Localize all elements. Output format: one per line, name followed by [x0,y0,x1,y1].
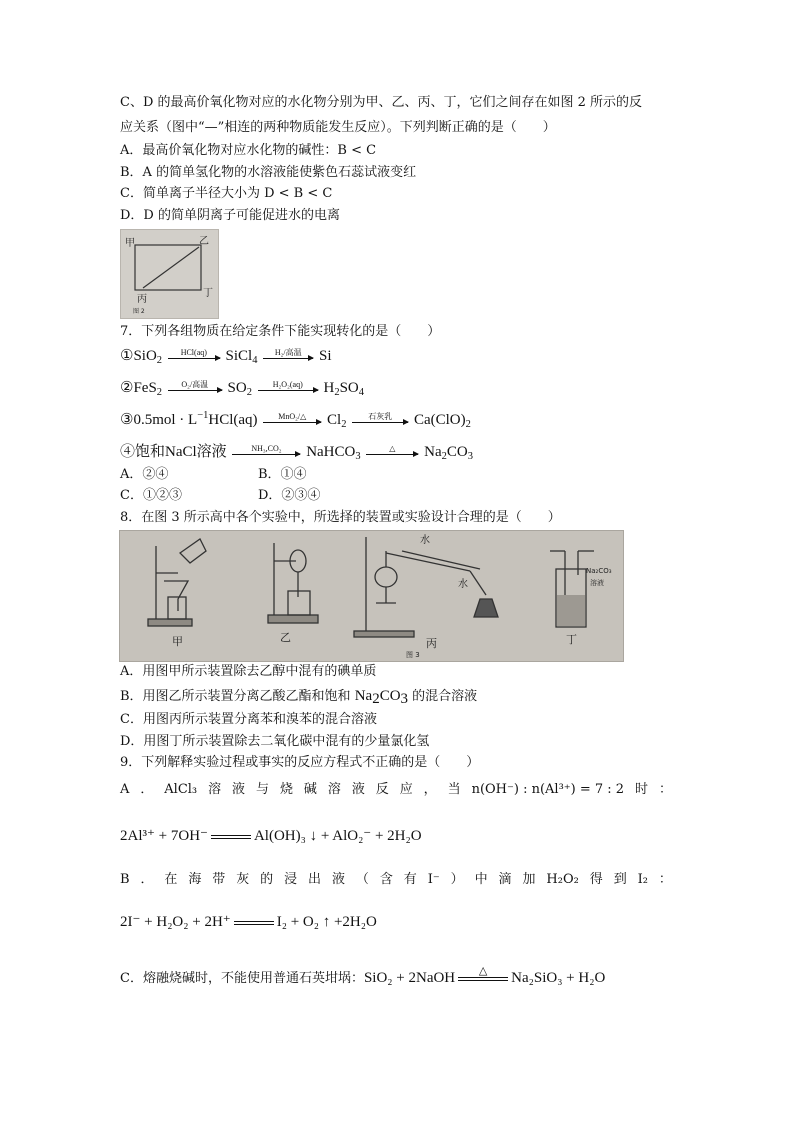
q7-row-4-intermediate: NaHCO [306,444,356,460]
q7-row-1-arrow-1 [168,347,220,359]
q6-intro-line-2: 应关系（图中“—”相连的两种物质能发生反应）。下列判断正确的是（ ） [120,120,556,135]
q9-option-b-token: 含 [379,872,393,887]
q7-options-row-1 [120,465,307,485]
q6-option-b: B．A 的简单氢化物的水溶液能使紫色石蕊试液变红 [120,165,417,180]
q7-row-4 [120,442,473,462]
q9-option-b-equation [120,912,377,932]
q9-option-b-eq-right: I₂ + O₂ ↑ +2H₂O [276,914,377,930]
q7-row-4-product-tail: CO [446,444,468,460]
q7-row-3-arrow-1 [263,411,321,423]
q6-option-a: A．最高价氧化物对应水化物的碱性：B < C [120,143,377,158]
q7-row-2-reactant-sub: 2 [156,387,163,398]
q7-row-2-product: H [323,380,335,396]
q9-option-a-token: 溶 [208,782,222,797]
q7-row-1-intermediate: SiCl [225,348,253,364]
q8-option-a: A．用图甲所示装置除去乙醇中混有的碘单质 [120,664,377,679]
figure-2-diagram [121,230,218,318]
q8-option-b-post: 的混合溶液 [408,689,478,704]
q7-row-2-intermediate-sub: 2 [246,387,252,398]
q7-row-3-product: Ca(ClO) [413,412,466,428]
figure-2 [120,229,219,319]
figure-3-label-ding: 丁 [566,633,577,646]
q9-option-c-eq-cond: △ [478,963,488,977]
q9-option-a-token: 碱 [303,782,317,797]
figure-3-reagent-2: 溶液 [590,579,604,587]
q7-row-3-cond-2: 石灰乳 [368,411,393,421]
apparatus-jia [148,539,206,626]
q9-option-a-token: 当 [447,782,461,797]
q7-row-2-product-tail: SO [339,380,359,396]
q9-option-a-token: AlCl₃ [164,782,198,797]
q7-row-1-intermediate-sub: 4 [252,355,258,366]
q9-option-c-text: C．熔融烧碱时，不能使用普通石英坩埚： [120,971,364,986]
q9-option-b-token: I₂ [637,872,648,887]
q9-option-b-eq-left: 2I⁻ + H₂O₂ + 2H⁺ [120,914,231,930]
q8-stem: 8．在图 3 所示高中各个实验中，所选择的装置或实验设计合理的是（ ） [120,510,561,525]
q7-row-1-reactant: SiO [133,348,157,364]
q9-option-b-token: （ [355,872,369,887]
figure-2-label-yi: 乙 [199,236,209,247]
q7-row-4-reactant: 饱和NaCl溶液 [135,444,227,460]
q6-option-c: C．简单离子半径大小为 D < B < C [120,186,333,201]
q7-row-4-product-sub: 2 [441,451,447,462]
q9-option-a-token: 溶 [327,782,341,797]
q7-row-1-cond-2: H₂/高温 [274,347,302,357]
q9-option-b-token: I⁻ [427,872,440,887]
figure-3-label-yi: 乙 [280,631,291,644]
apparatus-ding [550,551,594,627]
q7-row-1-product: Si [318,348,332,364]
q9-option-b-token: ． [140,872,154,887]
q7-row-2 [120,378,364,398]
q7-row-1-reactant-sub: 2 [156,355,163,366]
figure-2-diagonal [143,247,199,288]
q7-row-2-product-sub: 2 [334,387,340,398]
q9-option-c-eq-left: SiO₂ + 2NaOH [363,970,456,986]
q8-option-b-sub-2: 3 [400,691,409,707]
figure-2-label-bing: 丙 [137,294,147,305]
q7-row-2-cond-2: H₂O₂(aq) [272,379,303,389]
q9-option-b-token: 有 [403,872,417,887]
q9-stem: 9．下列解释实验过程或事实的反应方程式不正确的是（ ） [120,755,480,770]
q7-row-4-arrow-1 [232,443,300,455]
q9-option-a-token: 应 [399,782,413,797]
q9-option-b-token: 滴 [498,872,512,887]
q7-row-4-product: Na [424,444,442,460]
figure-2-label-jia: 甲 [125,238,135,249]
q9-option-a-token: 时 [635,782,649,797]
figure-3-water-label-2: 水 [458,579,468,590]
q8-option-b-pre: B．用图乙所示装置分离乙酸乙酯和饱和 [120,689,355,704]
q7-row-3-cond-1: MnO₂/△ [278,411,307,421]
q9-option-b-token: 中 [474,872,488,887]
q9-option-b-token: ） [450,872,464,887]
q6-intro-line-1: C、D 的最高价氧化物对应的水化物分别为甲、乙、丙、丁，它们之间存在如图 2 所示的反 [120,95,643,110]
q7-row-4-arrow-2 [366,443,418,455]
q8-option-b-formula: Na [354,688,373,704]
q7-row-1-arrow-2 [263,347,313,359]
q9-option-a-token: ， [423,782,437,797]
q7-option-d: D．②③④ [258,488,321,503]
q7-row-2-arrow-1 [168,379,222,391]
q7-row-4-cond-1: NH₃,CO₂ [251,443,282,453]
q7-row-1-num: ① [120,348,134,364]
figure-3-diagram [120,531,623,661]
q9-option-c-eq-right: Na₂SiO₃ + H₂O [511,970,606,986]
q9-option-b-token: ： [658,872,672,887]
q9-option-b-token: H₂O₂ [546,872,579,887]
q9-option-a-token: 反 [375,782,389,797]
q7-row-2-product-sub-2: 4 [358,387,365,398]
q8-option-d: D．用图丁所示装置除去二氧化碳中混有的少量氯化氢 [120,734,430,749]
q7-stem: 7．下列各组物质在给定条件下能实现转化的是（ ） [120,324,441,339]
q9-option-a-justified [120,780,672,800]
q7-row-2-intermediate: SO [227,380,247,396]
q7-row-3-num: ③ [120,412,134,428]
q7-row-3-reactant-tail: HCl(aq) [208,412,258,428]
q7-row-1-cond-1: HCl(aq) [180,347,207,357]
q9-option-b-token: 在 [164,872,178,887]
q7-options-row-2 [120,486,320,506]
q9-option-b-token: 出 [308,872,322,887]
q9-option-a-token: A [120,782,130,797]
q7-row-2-num: ② [120,380,134,396]
q9-option-b-token: B [120,872,130,887]
q7-row-3-reactant-sup: −1 [197,410,209,421]
q9-option-b-token: 海 [188,872,202,887]
q9-option-a-eq-right: Al(OH)₃ ↓ + AlO₂⁻ + 2H₂O [253,828,422,844]
q7-row-3-reactant: 0.5mol · L [133,412,198,428]
q7-row-2-arrow-2 [258,379,318,391]
q9-option-a-token: 液 [351,782,365,797]
q6-option-d: D．D 的简单阴离子可能促进水的电离 [120,208,340,223]
q9-option-b-token: 浸 [284,872,298,887]
figure-3 [119,530,624,662]
figure-2-square [135,245,201,290]
q9-option-b-token: 得 [589,872,603,887]
figure-2-label-ding: 丁 [203,288,213,299]
q9-option-a-token: 与 [256,782,270,797]
q9-option-b-token: 加 [522,872,536,887]
q9-option-b-token: 到 [613,872,627,887]
q9-option-a-token: ． [140,782,154,797]
q7-row-4-cond-2: △ [389,443,396,453]
q7-option-a: A．②④ [120,467,169,482]
q9-option-c-eq-sign [458,963,508,981]
q9-option-a-eq-left: 2Al³⁺ + 7OH⁻ [120,828,208,844]
figure-3-label-bing: 丙 [426,637,437,650]
q9-option-b-token: 的 [260,872,274,887]
q7-row-3 [120,410,471,430]
apparatus-yi [268,543,318,623]
q9-option-a-equation [120,826,422,846]
q9-option-b-eq-sign [234,921,274,925]
q7-row-1 [120,346,332,366]
figure-3-reagent-1: Na₂CO₃ [586,567,612,575]
q9-option-b-token: 灰 [236,872,250,887]
q9-option-a-token: n(OH⁻) : n(Al³⁺) = 7 : 2 [471,782,625,797]
q8-option-c: C．用图丙所示装置分离苯和溴苯的混合溶液 [120,712,377,727]
q7-option-b: B．①④ [258,467,307,482]
q7-row-3-intermediate: Cl [327,412,342,428]
q8-option-b [120,686,477,707]
q7-row-4-num: ④ [120,444,136,460]
q7-row-2-reactant: FeS [133,380,157,396]
q9-option-a-eq-sign [211,835,251,839]
q7-row-4-intermediate-sub: 3 [355,451,361,462]
q7-option-c: C．①②③ [120,488,182,503]
figure-3-caption: 图 3 [406,651,420,659]
q9-option-b-token: 带 [212,872,226,887]
q7-row-3-product-sub: 2 [465,419,471,430]
q9-option-c [120,963,606,989]
q7-row-2-cond-1: O₂/高温 [181,379,209,389]
apparatus-bing [354,537,498,637]
q8-option-b-mid: CO [379,688,401,704]
q9-option-a-token: ： [658,782,672,797]
q7-row-3-arrow-2 [352,411,408,423]
q8-option-b-sub-1: 2 [372,691,380,707]
q9-option-b-token: 液 [331,872,345,887]
figure-3-label-jia: 甲 [172,635,183,648]
q9-option-b-justified [120,870,672,890]
figure-2-caption: 图 2 [133,308,145,315]
q7-row-4-product-sub-2: 3 [467,451,473,462]
q7-row-3-intermediate-sub: 2 [341,419,347,430]
q9-option-a-token: 液 [232,782,246,797]
q9-option-a-token: 烧 [279,782,293,797]
figure-3-water-label-1: 水 [420,535,430,546]
